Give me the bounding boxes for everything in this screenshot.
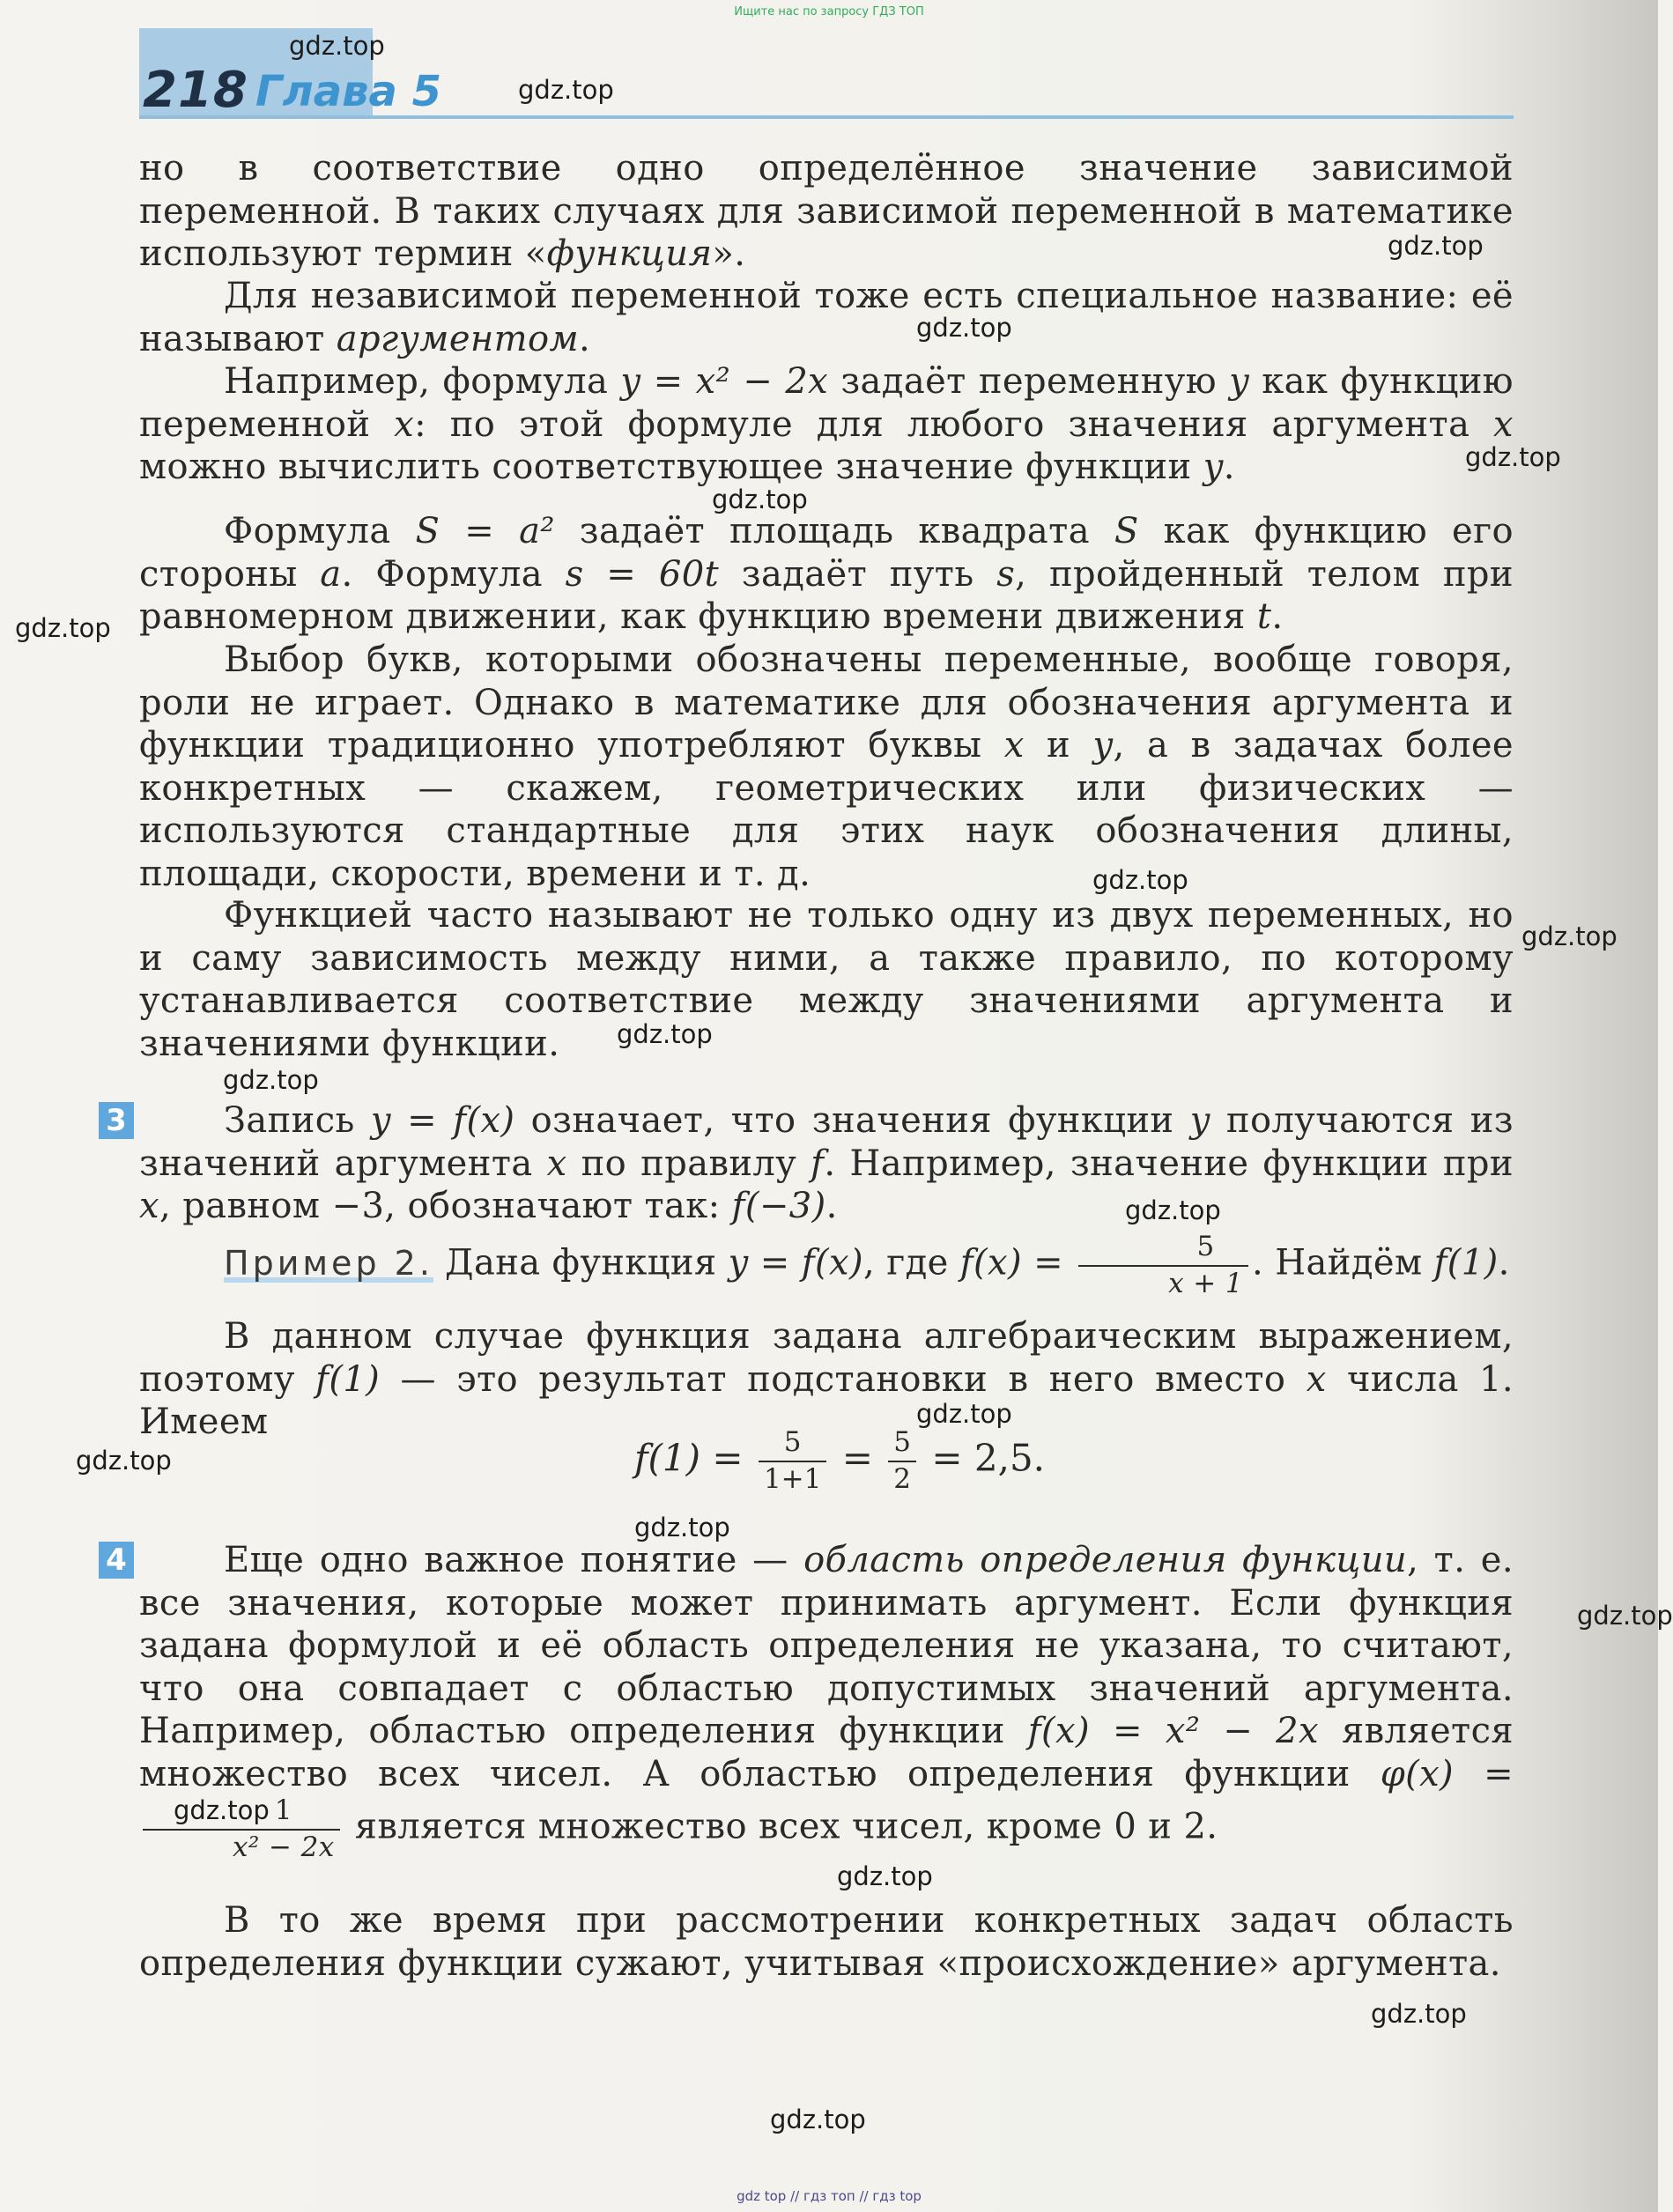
display-formula: f(1) = $\frac{5}{1+1}$ = $\frac{5}{2}$ = 2,5. <box>634 1426 1046 1495</box>
paragraph-2: Для независимой переменной тоже есть специальное название: её называют аргументом. <box>139 276 1514 359</box>
top-search-note: Ищите нас по запросу ГДЗ ТОП <box>734 5 924 18</box>
watermark: gdz.top <box>1125 1195 1221 1225</box>
paragraph-4: Формула S = a² задаёт площадь квадрата S как функцию его стороны a. Формула s = 60t задаёт путь s, пройденный телом при равномерном движении, как функцию времени движения t. <box>139 511 1514 637</box>
example-label: Пример 2. <box>224 1243 433 1283</box>
watermark: gdz.top <box>76 1446 172 1476</box>
watermark: gdz.top <box>289 31 385 61</box>
footer-note: gdz top // гдз топ // гдз top <box>737 2188 922 2204</box>
term-function: функция <box>546 233 713 274</box>
section-marker-4: 4 <box>99 1542 134 1579</box>
watermark: gdz.top <box>15 613 111 643</box>
section-4-text: Еще одно важное понятие — область определения функции, т. е. все значения, которые может принимать аргумент. Если функция задана формулой и её область определения не указана, то считают, что она совпадает с областью допустимых значений аргумента. Например, областью определения функции f(x) = x² − 2x является множество всех чисел. А областью определения функции φ(x) = $\frac{1}{\text{x² − 2x}}$ является множество всех чисел, кроме 0 и 2. <box>139 1540 1514 1863</box>
paragraph-3: Например, формула y = x² − 2x задаёт переменную y как функцию переменной x: по этой формуле для любого значения аргумента x можно вычислить соответствующее значение функции y. <box>139 361 1514 487</box>
paragraph-5: Выбор букв, которыми обозначены переменные, вообще говоря, роли не играет. Однако в математике для обозначения аргумента и функции традиционно употребляют буквы x и y, а в задачах более конкретных — скажем, геометрических или физических — используются стандартные для этих наук обозначения длины, площади, скорости, времени и т. д. <box>139 640 1514 894</box>
watermark: gdz.top <box>518 75 614 105</box>
paragraph-7: В данном случае функция задана алгебраическим выражением, поэтому f(1) — это результат подстановки в него вместо x числа 1. Имеем <box>139 1316 1514 1442</box>
watermark: gdz.top <box>634 1513 730 1542</box>
domain-fraction: $\frac{1}{\text{x² − 2x}}$ <box>143 1795 340 1863</box>
watermark: gdz.top <box>1092 865 1188 895</box>
example-fraction: $\frac{5}{x + 1}$ <box>1078 1232 1248 1299</box>
paragraph-6: Функцией часто называют не только одну из двух переменных, но и саму зависимость между ними, а также правило, по которому устанавливается соответствие между значениями аргумента и значениями функции. <box>139 895 1514 1064</box>
watermark: gdz.top <box>712 485 808 514</box>
section-marker-3: 3 <box>99 1102 134 1139</box>
watermark: gdz.top <box>223 1065 319 1095</box>
formula-fraction-1: $\frac{5}{1+1}$ <box>759 1427 826 1495</box>
watermark: gdz.top <box>837 1861 933 1891</box>
watermark: gdz.top <box>1577 1601 1673 1631</box>
watermark: gdz.top <box>1465 442 1561 472</box>
section-3-text: Запись y = f(x) означает, что значения функции y получаются из значений аргумента x по правилу f. Например, значение функции при x, равном −3, обозначают так: f(−3). <box>139 1100 1514 1226</box>
watermark: gdz.top <box>1371 1999 1467 2029</box>
term-domain: область определения функции <box>803 1540 1408 1580</box>
example-2: Пример 2. Дана функция y = f(x), где f(x) = $\frac{5}{x + 1}$ . Найдём f(1). <box>224 1231 1510 1299</box>
term-argument: аргументом <box>336 318 580 359</box>
page-number: 218 <box>143 62 248 119</box>
chapter-title: Глава 5 <box>255 67 442 116</box>
watermark: gdz.top <box>1521 921 1617 951</box>
paragraph-8: В то же время при рассмотрении конкретных задач область определения функции сужают, учитывая «происхождение» аргумента. <box>139 1900 1514 1984</box>
watermark: gdz.top <box>916 1399 1012 1429</box>
watermark: gdz.top <box>174 1795 270 1825</box>
formula-fraction-2: $\frac{5}{2}$ <box>888 1427 916 1495</box>
paragraph-1: но в соответствие одно определённое значение зависимой переменной. В таких случаях для зависимой переменной в математике используют термин «функция». <box>139 148 1514 274</box>
watermark: gdz.top <box>1388 231 1484 261</box>
watermark: gdz.top <box>617 1019 713 1049</box>
watermark: gdz.top <box>770 2105 866 2134</box>
watermark: gdz.top <box>916 313 1012 343</box>
